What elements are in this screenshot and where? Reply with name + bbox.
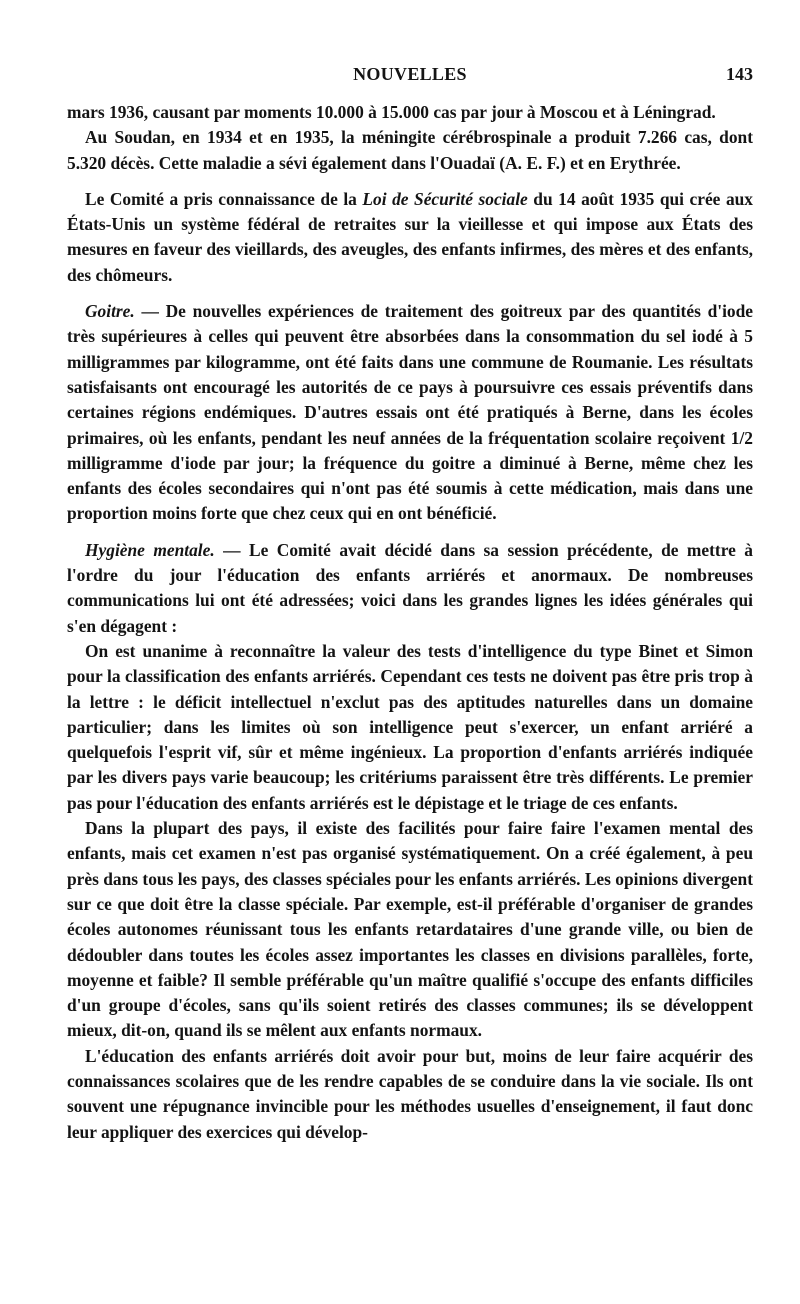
paragraph-hygiene-mentale: Hygiène mentale. — Le Comité avait décidé dans sa session précédente, de mettre à l'ordre du jour l'éducation des enfants arriérés et anormaux. De nombreuses communications lui ont été adressées; voici dans les grandes lignes les idées générales qui s'en dégagent : [67, 539, 753, 636]
law-title: Loi de Sécurité sociale [362, 188, 528, 209]
body-text [67, 100, 753, 1145]
running-title: NOUVELLES [353, 64, 467, 84]
paragraph-examen-mental: Dans la plupart des pays, il existe des facilités pour faire faire l'examen mental des enfants, mais cet examen n'est pas organisé systématiquement. On a créé également, à peu près dans tous les pays, des classes spéciales pour les enfants arriérés. Les opinions divergent sur ce que doit être la classe spéciale. Par exemple, est-il préférable d'organiser de grandes écoles autonomes réunissant tous les enfants retardataires d'une grande ville, ou bien de dédoubler dans toutes les écoles assez importantes les classes en divisions parallèles, forte, moyenne et faible? Il semble préférable qu'un maître qualifié s'occupe des enfants difficiles d'un groupe d'écoles, sans qu'ils soient retirés des classes communes; ils se développent mieux, dit-on, quand ils se mêlent aux enfants normaux. [67, 818, 753, 1041]
page-number: 143 [726, 64, 753, 84]
paragraph-tests-intelligence: On est unanime à reconnaître la valeur des tests d'intelligence du type Binet et Simon pour la classification des enfants arriérés. Cependant ces tests ne doivent pas être pris trop à la lettre : le déficit intellectuel n'exclut pas des aptitudes naturelles dans un domaine particulier; dans les limites où son intelligence peut s'exercer, un enfant arriéré a quelquefois l'esprit vif, sûr et même ingénieux. La proportion d'enfants arriérés indiquée par les divers pays varie beaucoup; les critériums paraissent être très différents. Le premier pas pour l'éducation des enfants arriérés est le dépistage et le triage de ces enfants. [67, 640, 753, 813]
document-page [67, 62, 753, 1145]
paragraph-education-arrieres: L'éducation des enfants arriérés doit avoir pour but, moins de leur faire acquérir des connaissances scolaires que de les rendre capables de se conduire dans la vie sociale. Ils ont souvent une répugnance invincible pour les méthodes usuelles d'enseignement, il faut donc leur appliquer des exercices qui dévelop- [67, 1045, 753, 1142]
section-lead-goitre: Goitre. [85, 301, 135, 322]
section-lead-hygiene-mentale: Hygiène mentale. [85, 539, 215, 560]
paragraph-securite-sociale: Le Comité a pris connaissance de la Loi de Sécurité sociale du 14 août 1935 qui crée aux États-Unis un système fédéral de retraites sur la vieillesse et qui impose aux États des mesures en faveur des vieillards, des aveugles, des enfants infirmes, des mères et des enfants, des chômeurs. [67, 188, 754, 285]
running-head [67, 62, 753, 92]
paragraph-soudan: Au Soudan, en 1934 et en 1935, la méningite cérébrospinale a produit 7.266 cas, dont 5.320 décès. Cette maladie a sévi également dans l'Ouadaï (A. E. F.) et en Erythrée. [67, 127, 753, 173]
paragraph-goitre: Goitre. — De nouvelles expériences de traitement des goitreux par des quantités d'iode très supérieures à celles qui peuvent être absorbées dans la consommation du sel iodé à 5 milligrammes par kilogramme, ont été faits dans une commune de Roumanie. Les résultats satisfaisants ont encouragé les autorités de ce pays à poursuivre ces essais préventifs dans certaines régions endémiques. D'autres essais ont été pratiqués à Berne, dans les écoles primaires, où les enfants, pendant les neuf années de la fréquentation scolaire reçoivent 1/2 milligramme d'iode par jour; la fréquence du goitre a diminué à Berne, même chez les enfants des écoles secondaires qui n'ont pas été soumis à cette médication, mais dans une proportion moins forte que chez ceux qui en ont bénéficié. [67, 301, 753, 524]
paragraph-meningitis-continued: mars 1936, causant par moments 10.000 à 15.000 cas par jour à Moscou et à Léningrad. [67, 102, 716, 122]
